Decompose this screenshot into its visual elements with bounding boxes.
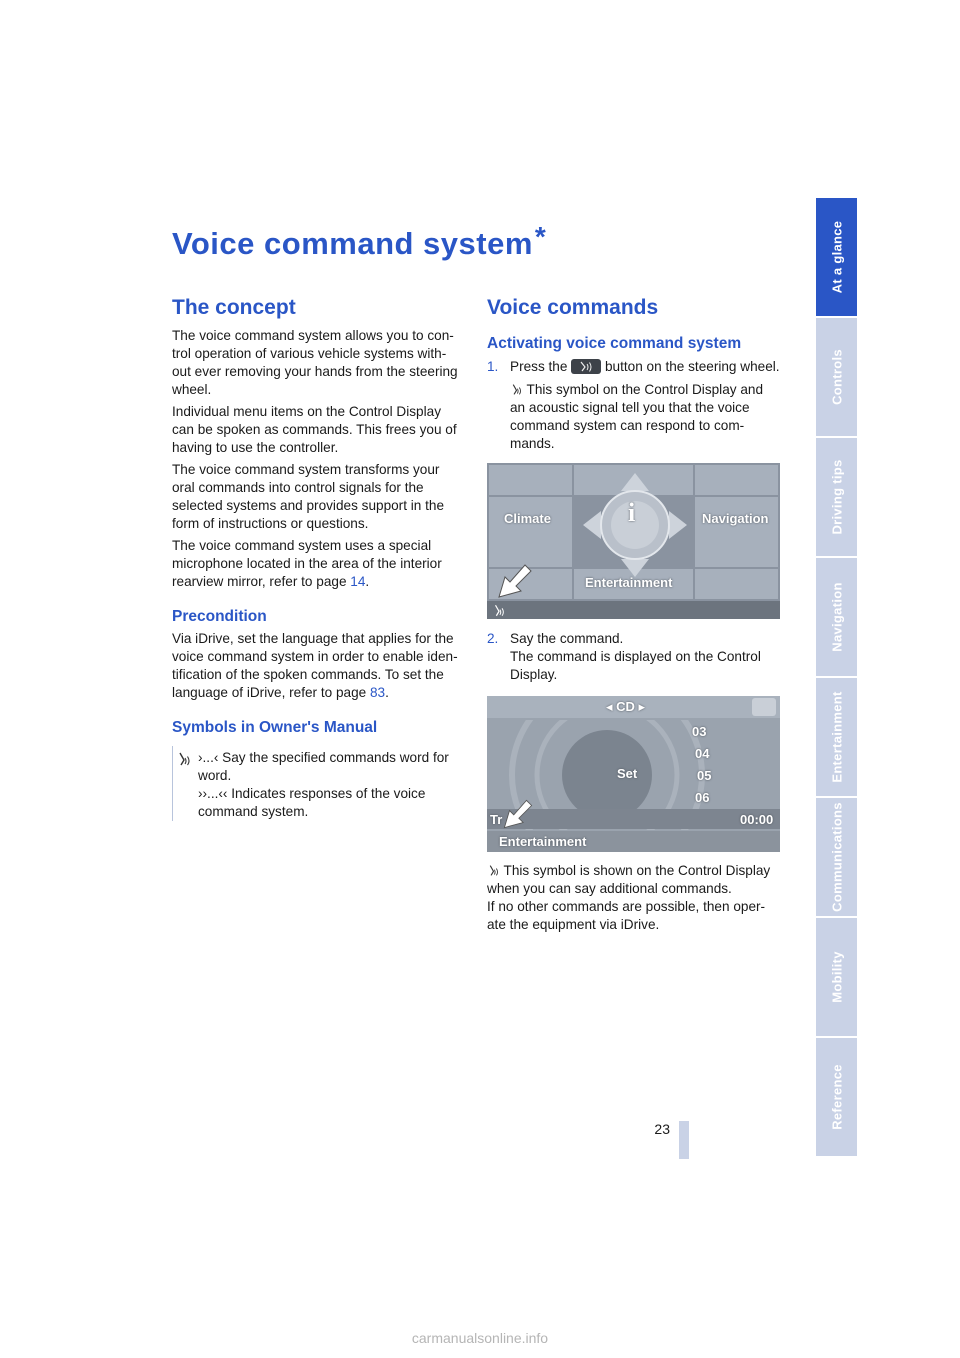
page-number-bar xyxy=(679,1121,689,1159)
track-03[interactable]: 03 xyxy=(692,724,707,739)
step-2: 2. Say the command. The command is displayed on the Control Display. xyxy=(487,631,761,682)
watermark: carmanualsonline.info xyxy=(411,1330,549,1346)
menu-toggle-icon xyxy=(752,698,776,716)
step-1: 1. Press the button on the steering wheel. xyxy=(487,359,780,374)
tab-driving-tips[interactable]: Driving tips xyxy=(816,438,857,556)
voice-commands-heading: Voice commands xyxy=(487,296,659,319)
symbols-heading: Symbols in Owner's Manual xyxy=(172,719,378,736)
step-1-description: This symbol on the Control Display and an acoustic signal tell you that the voice command system can respond to com- mands. xyxy=(510,382,764,451)
chapter-sidebar xyxy=(816,198,857,1158)
menu-item-navigation: Navigation xyxy=(702,511,769,526)
tab-reference[interactable]: Reference xyxy=(816,1038,857,1156)
menu-item-climate: Climate xyxy=(504,511,551,526)
status-bar xyxy=(487,601,780,619)
concept-paragraph-4: The voice command system uses a special microphone located in the area of the interior rearview mirror, refer to page 14. xyxy=(172,538,442,589)
concept-paragraph-1: The voice command system allows you to con- trol operation of various vehicle systems with- out ever removing your hands from the steering wheel. xyxy=(172,328,458,397)
page-link-14[interactable]: 14 xyxy=(350,574,366,589)
concept-paragraph-3: The voice command system transforms your oral commands into control signals for the selected systems and provides support in the form of instructions or questions. xyxy=(172,462,445,531)
page-title: Voice command system* xyxy=(172,221,547,261)
tab-navigation[interactable]: Navigation xyxy=(816,558,857,676)
tab-communications[interactable]: Communications xyxy=(816,798,857,916)
control-display-main-menu xyxy=(487,463,780,619)
precondition-paragraph: Via iDrive, set the language that applies for the voice command system in order to enable iden- tification of the spoken commands. To set the language of iDrive, refer to page 83. xyxy=(172,631,458,700)
track-06[interactable]: 06 xyxy=(695,790,710,805)
tab-at-a-glance[interactable]: At a glance xyxy=(816,198,857,316)
concept-heading: The concept xyxy=(172,296,296,319)
precondition-heading: Precondition xyxy=(172,608,267,625)
tab-mobility[interactable]: Mobility xyxy=(816,918,857,1036)
page-number: 23 xyxy=(654,1121,670,1137)
closing-paragraph: This symbol is shown on the Control Display when you can say additional commands. If no other commands are possible, then oper- ate the equipment via iDrive. xyxy=(487,863,771,932)
symbols-note: ›...‹ Say the specified commands word for word. ››...‹‹ Indicates responses of the voice command system. xyxy=(172,746,466,821)
concept-paragraph-2: Individual menu items on the Control Display can be spoken as commands. This frees you of having to use the controller. xyxy=(172,404,457,455)
set-label: Set xyxy=(617,766,638,781)
track-label: Tr xyxy=(490,812,503,827)
voice-button-icon xyxy=(571,359,601,374)
track-04[interactable]: 04 xyxy=(695,746,710,761)
pointer-arrow-icon xyxy=(501,796,535,832)
audio-source: ◂ CD ▸ xyxy=(606,699,646,714)
voice-symbol-icon xyxy=(487,864,500,877)
optional-equipment-star: * xyxy=(534,221,547,252)
page-link-83[interactable]: 83 xyxy=(370,685,386,700)
voice-symbol-icon xyxy=(510,383,523,396)
track-05[interactable]: 05 xyxy=(697,768,712,783)
menu-item-entertainment: Entertainment xyxy=(585,575,673,590)
steering-wheel-voice-button xyxy=(571,359,601,374)
activating-heading: Activating voice command system xyxy=(487,335,742,352)
voice-active-icon xyxy=(492,604,506,617)
tab-entertainment[interactable]: Entertainment xyxy=(816,678,857,796)
info-icon: i xyxy=(628,498,636,527)
entertainment-label: Entertainment xyxy=(499,834,587,849)
tab-controls[interactable]: Controls xyxy=(816,318,857,436)
pointer-arrow-icon xyxy=(495,561,535,601)
control-display-cd-screen xyxy=(487,696,780,852)
voice-command-icon xyxy=(176,752,192,766)
time-display: 00:00 xyxy=(740,812,774,827)
